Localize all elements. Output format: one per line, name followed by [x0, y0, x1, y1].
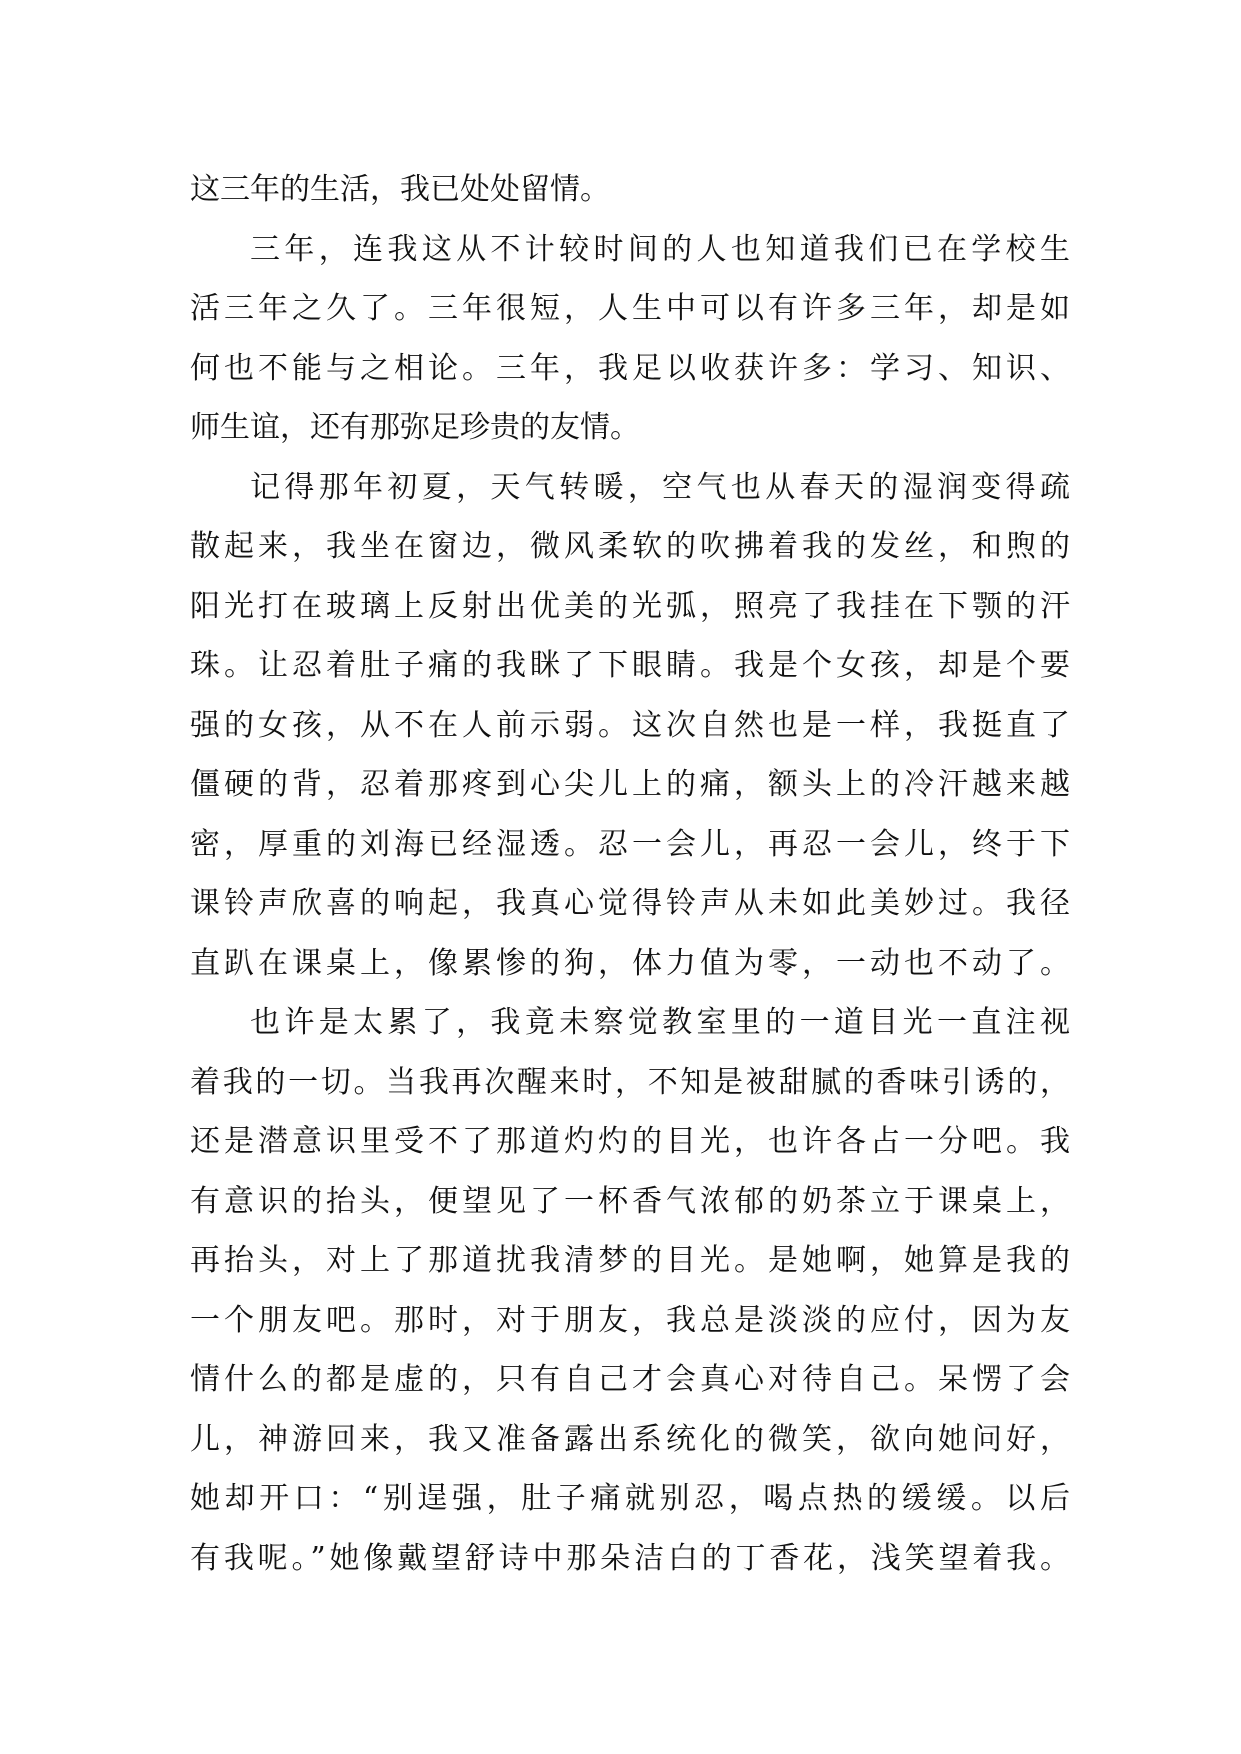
text-line: 有我呢。”她像戴望舒诗中那朵洁白的丁香花，浅笑望着我。 — [190, 1540, 1070, 1576]
text-line: 密，厚重的刘海已经湿透。忍一会儿，再忍一会儿，终于下 — [190, 826, 1070, 862]
text-line: 散起来，我坐在窗边，微风柔软的吹拂着我的发丝，和煦的 — [190, 529, 1070, 564]
text-line: 有意识的抬头，便望见了一杯香气浓郁的奶茶立于课桌上， — [190, 1183, 1070, 1219]
text-line: 强的女孩，从不在人前示弱。这次自然也是一样，我挺直了 — [190, 707, 1070, 743]
document-body — [190, 160, 1070, 1588]
text-line: 何也不能与之相论。三年，我足以收获许多：学习、知识、 — [190, 350, 1070, 386]
text-line: 儿，神游回来，我又准备露出系统化的微笑，欲向她问好， — [190, 1421, 1070, 1457]
text-line: 还是潜意识里受不了那道灼灼的目光，也许各占一分吧。我 — [190, 1124, 1070, 1159]
text-line: 活三年之久了。三年很短，人生中可以有许多三年，却是如 — [190, 291, 1070, 326]
text-line: 三年，连我这从不计较时间的人也知道我们已在学校生 — [250, 231, 1070, 267]
text-line: 着我的一切。当我再次醒来时，不知是被甜腻的香味引诱的， — [190, 1064, 1070, 1100]
text-line: 也许是太累了，我竟未察觉教室里的一道目光一直注视 — [250, 1005, 1070, 1040]
text-line: 僵硬的背，忍着那疼到心尖儿上的痛，额头上的冷汗越来越 — [190, 767, 1070, 802]
text-line: 阳光打在玻璃上反射出优美的光弧，照亮了我挂在下颚的汗 — [190, 588, 1070, 624]
text-line: 情什么的都是虚的，只有自己才会真心对待自己。呆愣了会 — [190, 1362, 1070, 1397]
text-line: 师生谊，还有那弥足珍贵的友情。 — [190, 410, 640, 445]
text-line: 直趴在课桌上，像累惨的狗，体力值为零，一动也不动了。 — [190, 945, 1070, 981]
text-line: 她却开口：“别逞强，肚子痛就别忍，喝点热的缓缓。以后 — [190, 1481, 1070, 1516]
text-line: 再抬头，对上了那道扰我清梦的目光。是她啊，她算是我的 — [190, 1243, 1070, 1278]
text-line: 这三年的生活，我已处处留情。 — [190, 172, 610, 207]
text-line: 记得那年初夏，天气转暖，空气也从春天的湿润变得疏 — [250, 469, 1070, 505]
text-line: 珠。让忍着肚子痛的我眯了下眼睛。我是个女孩，却是个要 — [190, 648, 1070, 683]
text-line: 课铃声欣喜的响起，我真心觉得铃声从未如此美妙过。我径 — [190, 886, 1070, 921]
text-line: 一个朋友吧。那时，对于朋友，我总是淡淡的应付，因为友 — [190, 1302, 1070, 1338]
